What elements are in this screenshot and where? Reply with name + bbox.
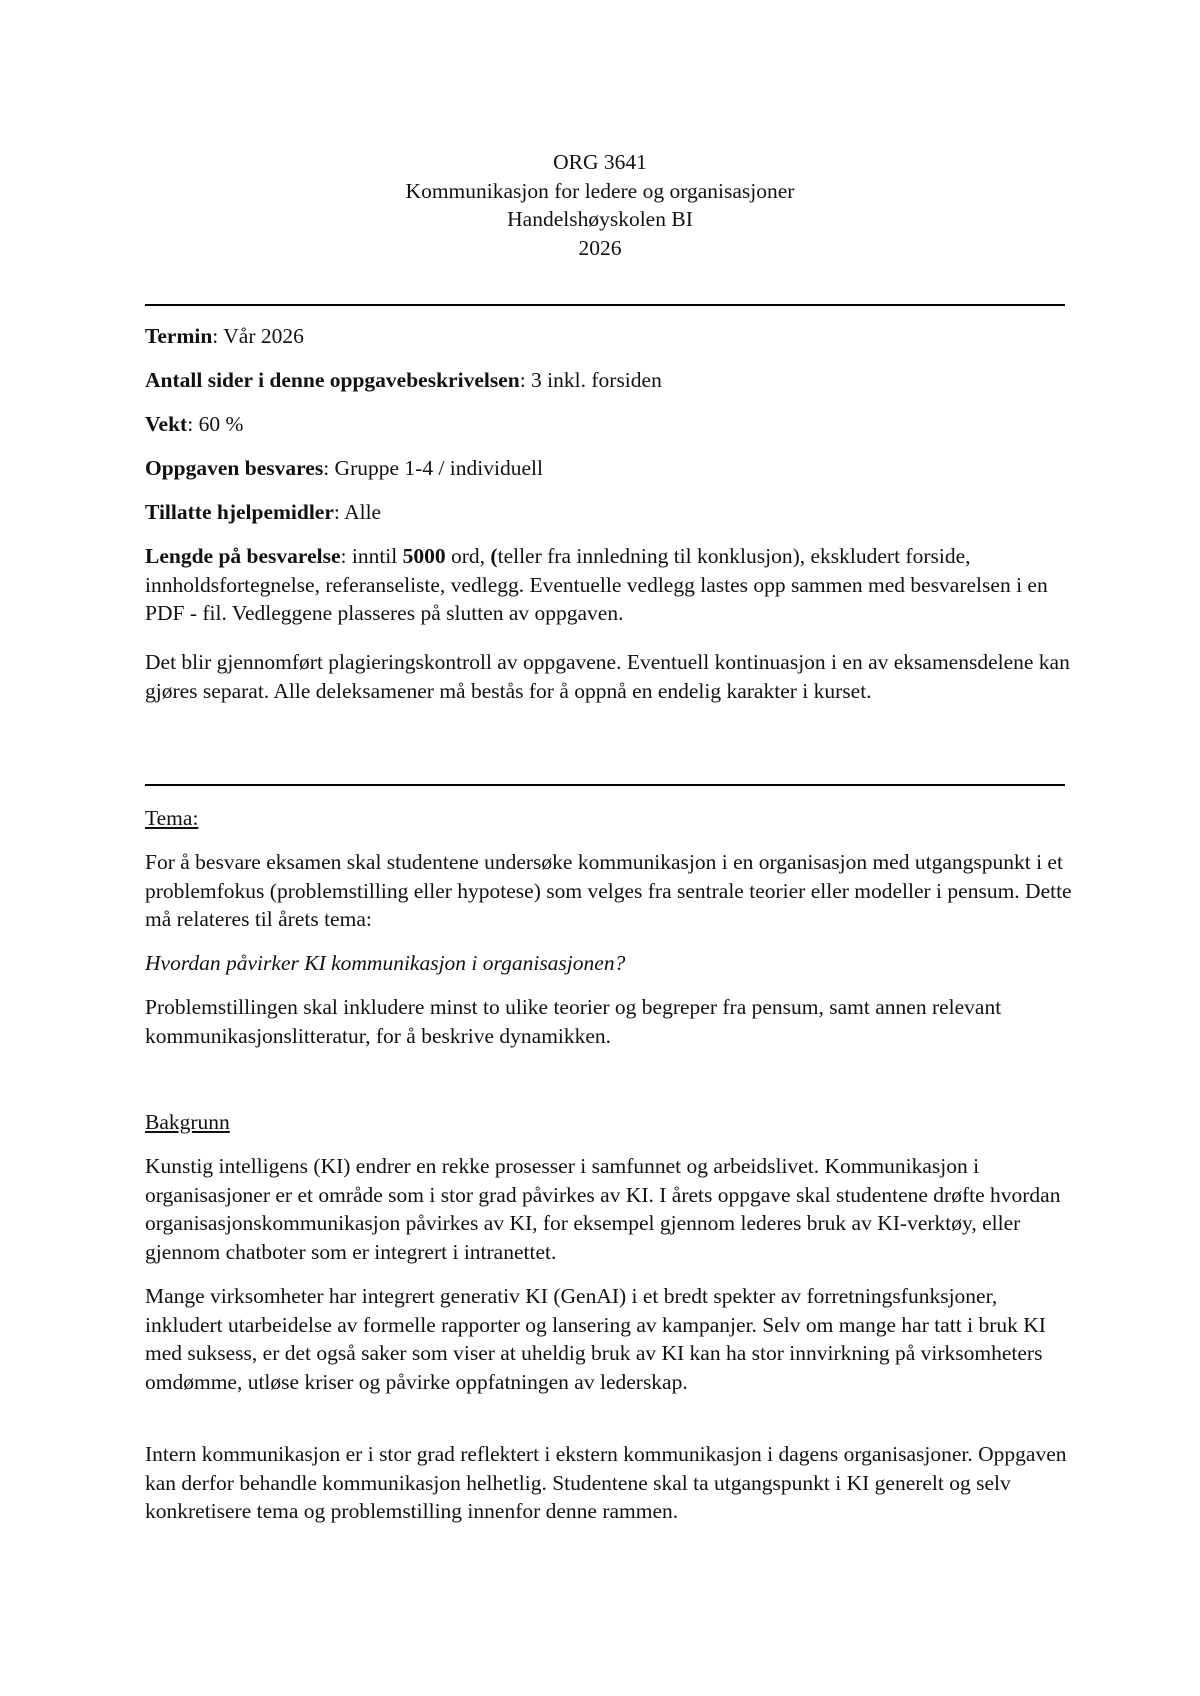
bakgrunn-p3-block	[145, 1440, 1075, 1526]
info-pages-label: Antall sider i denne oppgavebeskrivelsen	[145, 368, 520, 392]
tema-heading: Tema:	[145, 806, 199, 830]
info-answered-value: : Gruppe 1-4 / individuell	[323, 456, 543, 480]
tema-question-block	[145, 949, 1075, 978]
info-termin-value: : Vår 2026	[212, 324, 304, 348]
course-code: ORG 3641	[553, 150, 647, 174]
info-length-paren: (	[490, 544, 498, 568]
info-aids-label: Tillatte hjelpemidler	[145, 500, 334, 524]
tema-p1-block	[145, 848, 1075, 934]
info-answered-label: Oppgaven besvares	[145, 456, 324, 480]
info-length-block	[145, 542, 1075, 628]
bakgrunn-paragraph-2: Mange virksomheter har integrert generativ KI (GenAI) i et bredt spekter av forretningsfunksjoner, inkludert utarbeidelse av formelle rapporter og lansering av kampanjer. Selv om mange har tatt i bruk KI med suksess, er det også saker som viser at uheldig bruk av KI kan ha stor innvirkning på virksomheters omdømme, utløse kriser og påvirke oppfatningen av lederskap.	[145, 1284, 1046, 1394]
info-weight-label: Vekt	[145, 412, 188, 436]
info-length-rest: teller fra innledning til konklusjon), ekskludert forside, innholdsfortegnelse, referanseliste, vedlegg. Eventuelle vedlegg lastes opp sammen med besvarelsen i en PDF - fil. Vedleggene plasseres på slutten av oppgaven.	[145, 544, 1048, 625]
info-pages-block	[145, 366, 1075, 395]
year: 2026	[578, 235, 622, 260]
bakgrunn-paragraph-3: Intern kommunikasjon er i stor grad reflektert i ekstern kommunikasjon i dagens organisasjoner. Oppgaven kan derfor behandle kommunikasjon helhetlig. Studentene skal ta utgangspunkt i KI generelt og selv konkretisere tema og problemstilling innenfor denne rammen.	[145, 1442, 1067, 1523]
info-aids-block	[145, 498, 1075, 527]
info-length-label: Lengde på besvarelse	[145, 544, 341, 568]
info-pages	[145, 366, 1075, 395]
info-weight-block	[145, 410, 1075, 439]
tema-paragraph-1: For å besvare eksamen skal studentene undersøke kommunikasjon i en organisasjon med utgangspunkt i et problemfokus (problemstilling eller hypotese) som velges fra sentrale teorier eller modeller i pensum. Dette må relateres til årets tema:	[145, 850, 1072, 931]
exam-info	[145, 322, 1075, 351]
bakgrunn-paragraph-1: Kunstig intelligens (KI) endrer en rekke prosesser i samfunnet og arbeidslivet. Kommunikasjon i organisasjoner er et område som i stor grad påvirkes av KI. I årets oppgave skal studentene drøfte hvordan organisasjonskommunikasjon påvirkes av KI, for eksempel gjennom lederes bruk av KI-verktøy, eller gjennom chatboter som er integrert i intranettet.	[145, 1154, 1061, 1264]
info-aids-value: : Alle	[333, 500, 382, 524]
info-pages-value: : 3 inkl. forsiden	[519, 368, 662, 392]
tema-p2-block	[145, 993, 1075, 1050]
plagiarism-paragraph: Det blir gjennomført plagieringskontroll av oppgavene. Eventuell kontinuasjon i en av eksamensdelene kan gjøres separat. Alle deleksamener må bestås for å oppnå en endelig karakter i kurset.	[145, 650, 1070, 703]
info-aids	[145, 498, 1075, 527]
bakgrunn-p1-block	[145, 1152, 1075, 1266]
info-length-count: 5000	[402, 544, 446, 568]
course-title: Kommunikasjon for ledere og organisasjoner	[405, 178, 795, 203]
document-header	[0, 148, 1200, 262]
tema-question: Hvordan påvirker KI kommunikasjon i organisasjonen?	[145, 951, 626, 975]
info-length	[145, 542, 1075, 628]
divider-middle	[145, 784, 1065, 786]
bakgrunn-p2-block	[145, 1282, 1075, 1396]
school-name: Handelshøyskolen BI	[507, 207, 693, 231]
bakgrunn-section	[145, 1108, 1075, 1137]
divider-top	[145, 304, 1065, 306]
info-answered	[145, 454, 1075, 483]
bakgrunn-heading: Bakgrunn	[145, 1110, 230, 1134]
tema-paragraph-2: Problemstillingen skal inkludere minst to ulike teorier og begreper fra pensum, samt annen relevant kommunikasjonslitteratur, for å beskrive dynamikken.	[145, 995, 1002, 1048]
info-weight	[145, 410, 1075, 439]
info-weight-value: : 60 %	[187, 412, 244, 436]
info-length-mid: ord,	[445, 544, 491, 568]
tema-section	[145, 804, 1075, 833]
info-termin-label: Termin	[145, 324, 213, 348]
info-answered-block	[145, 454, 1075, 483]
info-length-pre: : inntil	[340, 544, 403, 568]
info-termin	[145, 322, 1075, 351]
plagiarism-block	[145, 648, 1075, 705]
